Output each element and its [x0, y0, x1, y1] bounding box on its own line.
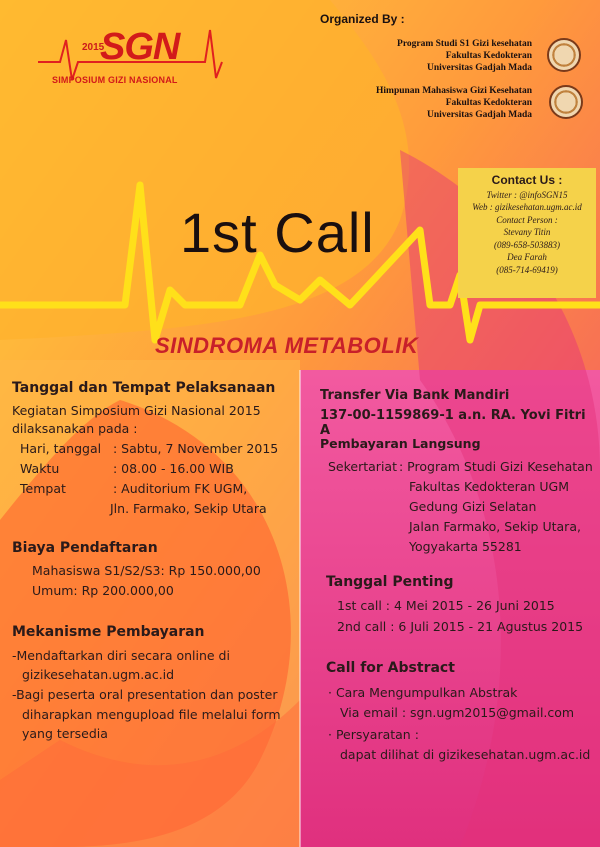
organizer-2 — [376, 85, 532, 121]
venue-place-value-2: Jln. Farmako, Sekip Utara — [110, 501, 267, 516]
logo-subtitle: SIMPOSIUM GIZI NASIONAL — [52, 75, 178, 85]
venue-intro-2: dilaksanakan pada : — [12, 421, 138, 436]
venue-place-label: Tempat — [20, 481, 66, 496]
contact-box — [458, 168, 596, 298]
mechanism-line-1: -Mendaftarkan diri secara online di — [12, 648, 230, 663]
headline: 1st Call — [180, 201, 375, 264]
mechanism-line-5: yang tersedia — [22, 726, 108, 741]
contact-person-2: Dea Farah — [507, 252, 547, 262]
contact-phone-1: (089-658-503883) — [494, 239, 560, 250]
secretariat-line-2: Fakultas Kedokteran UGM — [409, 479, 569, 494]
date-call-1: 1st call : 4 Mei 2015 - 26 Juni 2015 — [337, 598, 555, 613]
fee-general: Umum: Rp 200.000,00 — [32, 583, 174, 598]
abstract-title: Call for Abstract — [326, 660, 455, 676]
organizer-2-line-1: Himpunan Mahasiswa Gizi Kesehatan — [376, 86, 532, 96]
mechanism-line-4: diharapkan mengupload file melalui form — [22, 707, 281, 722]
theme-title: SINDROMA METABOLIK — [155, 333, 419, 358]
organizer-1 — [397, 38, 532, 74]
transfer-account: 137-00-1159869-1 a.n. RA. Yovi Fitri A — [320, 408, 586, 438]
logo-year: 2015 — [82, 42, 105, 53]
mechanism-title: Mekanisme Pembayaran — [12, 624, 205, 640]
organizer-2-line-3: Universitas Gadjah Mada — [426, 110, 532, 120]
secretariat-line-4: Jalan Farmako, Sekip Utara, — [409, 519, 581, 534]
venue-place-value: : Auditorium FK UGM, — [113, 481, 248, 496]
hmgk-seal-icon — [549, 85, 583, 119]
organizer-1-line-1: Program Studi S1 Gizi kesehatan — [397, 39, 532, 49]
venue-time-label: Waktu — [20, 461, 60, 476]
venue-day-label: Hari, tanggal — [20, 441, 102, 456]
venue-day-value: : Sabtu, 7 November 2015 — [113, 441, 279, 456]
contact-person-1: Stevany Titin — [503, 227, 551, 237]
abstract-line-3: · Persyaratan : — [328, 727, 419, 742]
abstract-email[interactable]: Via email : sgn.ugm2015@gmail.com — [340, 705, 575, 720]
logo-main-text: SGN — [100, 26, 180, 68]
contact-web[interactable]: Web : gizikesehatan.ugm.ac.id — [472, 202, 582, 212]
date-call-2: 2nd call : 6 Juli 2015 - 21 Agustus 2015 — [337, 619, 584, 634]
mechanism-line-3: -Bagi peserta oral presentation dan poster — [12, 687, 278, 702]
secretariat-label: Sekertariat — [328, 459, 397, 474]
fee-title: Biaya Pendaftaran — [12, 540, 158, 556]
fee-student: Mahasiswa S1/S2/S3: Rp 150.000,00 — [32, 563, 261, 578]
direct-payment-title: Pembayaran Langsung — [320, 436, 481, 451]
organizer-1-line-3: Universitas Gadjah Mada — [426, 63, 532, 73]
venue-time-value: : 08.00 - 16.00 WIB — [113, 461, 234, 476]
organizers-title: Organized By : — [320, 12, 405, 26]
secretariat-line-1: : Program Studi Gizi Kesehatan — [399, 459, 593, 474]
ugm-seal-icon — [547, 38, 581, 72]
contact-phone-2: (085-714-69419) — [496, 264, 558, 275]
organizer-2-line-2: Fakultas Kedokteran — [445, 98, 532, 108]
mechanism-link[interactable]: gizikesehatan.ugm.ac.id — [22, 667, 175, 682]
abstract-line-1: · Cara Mengumpulkan Abstrak — [328, 685, 518, 700]
contact-title: Contact Us : — [491, 173, 563, 187]
organizer-1-line-2: Fakultas Kedokteran — [445, 51, 532, 61]
sgn-logo — [38, 20, 218, 100]
venue-title: Tanggal dan Tempat Pelaksanaan — [12, 380, 276, 396]
abstract-requirements-link[interactable]: dapat dilihat di gizikesehatan.ugm.ac.id — [340, 747, 591, 762]
secretariat-line-3: Gedung Gizi Selatan — [409, 499, 537, 514]
dates-title: Tanggal Penting — [326, 574, 454, 590]
venue-intro-1: Kegiatan Simposium Gizi Nasional 2015 — [12, 403, 261, 418]
contact-person-label: Contact Person : — [496, 214, 558, 225]
contact-twitter[interactable]: Twitter : @infoSGN15 — [486, 189, 568, 200]
secretariat-line-5: Yogyakarta 55281 — [409, 539, 522, 554]
transfer-title: Transfer Via Bank Mandiri — [320, 388, 510, 403]
